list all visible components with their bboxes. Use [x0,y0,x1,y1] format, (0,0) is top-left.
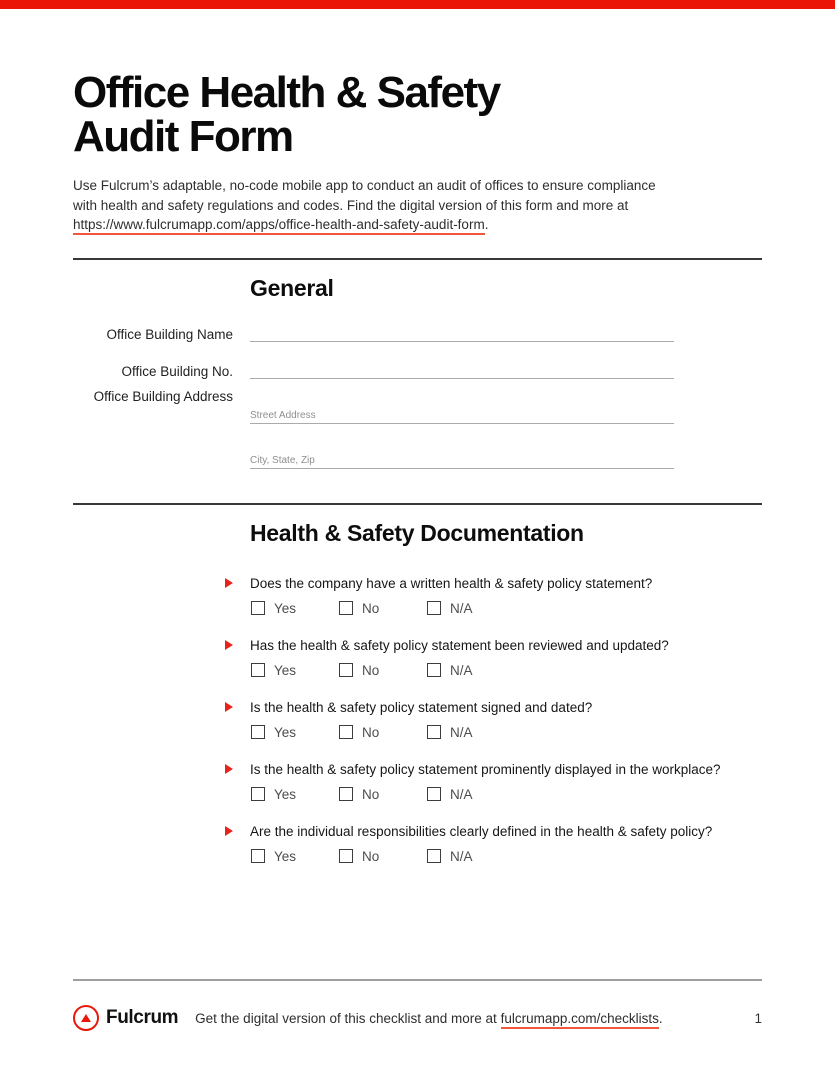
options-row [251,849,762,864]
fulcrum-wordmark: Fulcrum [106,1007,179,1028]
option-no[interactable] [339,601,427,616]
option-label-yes: Yes [274,724,297,740]
options-row [251,601,762,616]
top-accent-bar [0,0,835,9]
checkbox-no-icon[interactable] [339,725,353,739]
checkbox-yes-icon[interactable] [251,725,265,739]
question-text: Does the company have a written health & safety policy statement? [250,575,653,591]
input-line-building-name[interactable] [250,322,674,342]
option-no[interactable] [339,663,427,678]
option-label-no: No [362,786,380,802]
option-yes[interactable] [251,663,339,678]
field-label-building-name: Office Building Name [106,326,233,342]
footer [73,979,762,1031]
input-line-street-address[interactable] [250,405,674,424]
options-row [251,787,762,802]
option-yes[interactable] [251,787,339,802]
option-label-no: No [362,724,380,740]
checkbox-yes-icon[interactable] [251,663,265,677]
intro-text: Use Fulcrum’s adaptable, no-code mobile app to conduct an audit of offices to ensure compliance with health and safety regulations and codes. Find the digital version of this form and more at [73,178,656,213]
fulcrum-logo-icon [73,1005,99,1031]
title-line-1: Office Health & Safety [73,68,500,117]
fulcrum-logo [73,1005,178,1031]
question-marker-icon [225,826,233,836]
option-no[interactable] [339,787,427,802]
section-general [73,275,762,469]
intro-period: . [484,217,489,232]
option-na[interactable] [427,725,515,740]
question-row [225,574,762,594]
field-row-building-name [73,322,762,342]
option-label-na: N/A [450,600,473,616]
section-divider [73,503,762,505]
title-line-2: Audit Form [73,112,293,161]
question-row [225,698,762,718]
intro-link[interactable]: https://www.fulcrumapp.com/apps/office-health-and-safety-audit-form [73,217,485,235]
question-block-3 [225,698,762,740]
option-yes[interactable] [251,849,339,864]
option-label-yes: Yes [274,786,297,802]
checkbox-yes-icon[interactable] [251,601,265,615]
question-block-4 [225,760,762,802]
option-label-no: No [362,662,380,678]
question-marker-icon [225,578,233,588]
field-row-building-no [73,359,762,379]
triangle-icon [81,1014,91,1022]
input-line-city-state-zip[interactable] [250,450,674,469]
option-na[interactable] [427,601,515,616]
question-row [225,760,762,780]
question-block-1 [225,574,762,616]
question-text: Are the individual responsibilities clearly defined in the health & safety policy? [250,823,713,839]
checkbox-na-icon[interactable] [427,601,441,615]
checkbox-no-icon[interactable] [339,787,353,801]
checkbox-no-icon[interactable] [339,663,353,677]
question-row [225,822,762,842]
page-title [73,68,762,161]
footer-row [73,981,762,1031]
section-heading-documentation: Health & Safety Documentation [250,519,584,546]
page-content [0,68,835,864]
question-text: Is the health & safety policy statement signed and dated? [250,699,593,715]
footer-period: . [658,1010,663,1026]
option-label-yes: Yes [274,662,297,678]
option-na[interactable] [427,849,515,864]
option-yes[interactable] [251,725,339,740]
question-marker-icon [225,640,233,650]
footer-text [195,1011,662,1026]
checkbox-yes-icon[interactable] [251,849,265,863]
address-field-stack [250,388,674,469]
checkbox-na-icon[interactable] [427,787,441,801]
checkbox-no-icon[interactable] [339,849,353,863]
option-label-na: N/A [450,724,473,740]
option-no[interactable] [339,725,427,740]
option-label-na: N/A [450,848,473,864]
option-label-yes: Yes [274,848,297,864]
checkbox-na-icon[interactable] [427,663,441,677]
field-label-building-address: Office Building Address [93,388,233,404]
question-block-2 [225,636,762,678]
question-block-5 [225,822,762,864]
hint-city-state-zip: City, State, Zip [250,454,315,466]
options-row [251,663,762,678]
options-row [251,725,762,740]
footer-link[interactable]: fulcrumapp.com/checklists [501,1011,659,1029]
field-label-building-no: Office Building No. [121,363,233,379]
input-line-building-no[interactable] [250,359,674,379]
question-marker-icon [225,702,233,712]
question-text: Has the health & safety policy statement been reviewed and updated? [250,637,669,653]
option-na[interactable] [427,663,515,678]
section-heading-general: General [250,274,334,301]
option-label-no: No [362,600,380,616]
option-label-na: N/A [450,662,473,678]
checkbox-na-icon[interactable] [427,849,441,863]
option-label-yes: Yes [274,600,297,616]
question-text: Is the health & safety policy statement prominently displayed in the workplace? [250,761,721,777]
option-yes[interactable] [251,601,339,616]
checkbox-no-icon[interactable] [339,601,353,615]
hint-street-address: Street Address [250,409,316,421]
question-row [225,636,762,656]
checkbox-na-icon[interactable] [427,725,441,739]
section-documentation [73,520,762,864]
intro-paragraph [73,176,673,235]
option-label-na: N/A [450,786,473,802]
option-na[interactable] [427,787,515,802]
option-no[interactable] [339,849,427,864]
checkbox-yes-icon[interactable] [251,787,265,801]
question-marker-icon [225,764,233,774]
field-row-building-address [73,388,762,469]
section-divider [73,258,762,260]
option-label-no: No [362,848,380,864]
footer-text-body: Get the digital version of this checklist and more at [195,1010,501,1026]
page-number: 1 [754,1010,762,1026]
